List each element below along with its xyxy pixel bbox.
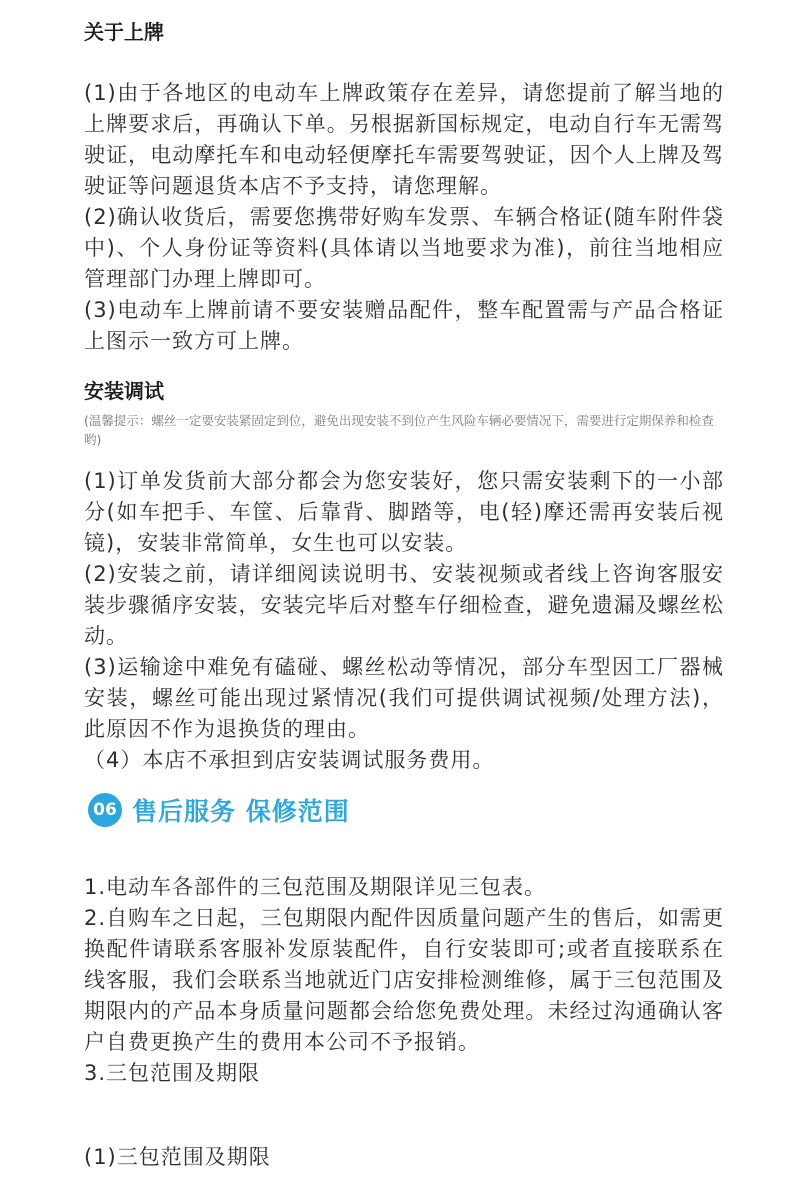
service-item-2: 2.自购车之日起，三包期限内配件因质量问题产生的售后，如需更换配件请联系客服补发原装配件，自行安装即可;或者直接联系在线客服，我们会联系当地就近门店安排检测维修，属于三包范围及期限内的产品本身质量问题都会给您免费处理。未经过沟通确认客户自费更换产生的费用本公司不予报销。: [84, 906, 724, 1054]
service-item-3: 3.三包范围及期限: [84, 1061, 261, 1085]
install-item-2: (2)安装之前，请详细阅读说明书、安装视频或者线上咨询客服安装步骤循序安装，安装完毕后对整车仔细检查，避免遗漏及螺丝松动。: [84, 562, 724, 648]
plate-item-3: (3)电动车上牌前请不要安装赠品配件，整车配置需与产品合格证上图示一致方可上牌。: [84, 298, 724, 353]
plate-item-1: (1)由于各地区的电动车上牌政策存在差异，请您提前了解当地的上牌要求后，再确认下单。另根据新国标规定，电动自行车无需驾驶证，电动摩托车和电动轻便摩托车需要驾驶证，因个人上牌及驾驶证等问题退货本店不予支持，请您理解。: [84, 81, 724, 198]
plate-section-title: 关于上牌: [84, 20, 164, 44]
plate-section-body: [84, 78, 724, 357]
section-number-badge: 06: [88, 793, 122, 827]
install-item-4: （4）本店不承担到店安装调试服务费用。: [84, 748, 495, 772]
service-section-header: [88, 790, 350, 830]
service-section-title: 售后服务 保修范围: [132, 797, 350, 826]
service-section-body: [84, 872, 724, 1089]
install-tip: (温馨提示：螺丝一定要安装紧固定到位，避免出现安装不到位产生风险车辆必要情况下，需要进行定期保养和检查哟): [84, 413, 714, 447]
install-item-1: (1)订单发货前大部分都会为您安装好，您只需安装剩下的一小部分(如车把手、车筐、后靠背、脚踏等，电(轻)摩还需再安装后视镜)，安装非常简单，女生也可以安装。: [84, 469, 724, 555]
install-section-title: 安装调试: [84, 379, 164, 403]
plate-item-2: (2)确认收货后，需要您携带好购车发票、车辆合格证(随车附件袋中)、个人身份证等资料(具体请以当地要求为准)，前往当地相应管理部门办理上牌即可。: [84, 205, 724, 291]
service-item-1: 1.电动车各部件的三包范围及期限详见三包表。: [84, 875, 547, 899]
service-sub-item: (1)三包范围及期限: [84, 1145, 271, 1169]
install-section-body: [84, 466, 724, 776]
install-item-3: (3)运输途中难免有磕碰、螺丝松动等情况，部分车型因工厂器械安装，螺丝可能出现过紧情况(我们可提供调试视频/处理方法)，此原因不作为退换货的理由。: [84, 655, 724, 741]
